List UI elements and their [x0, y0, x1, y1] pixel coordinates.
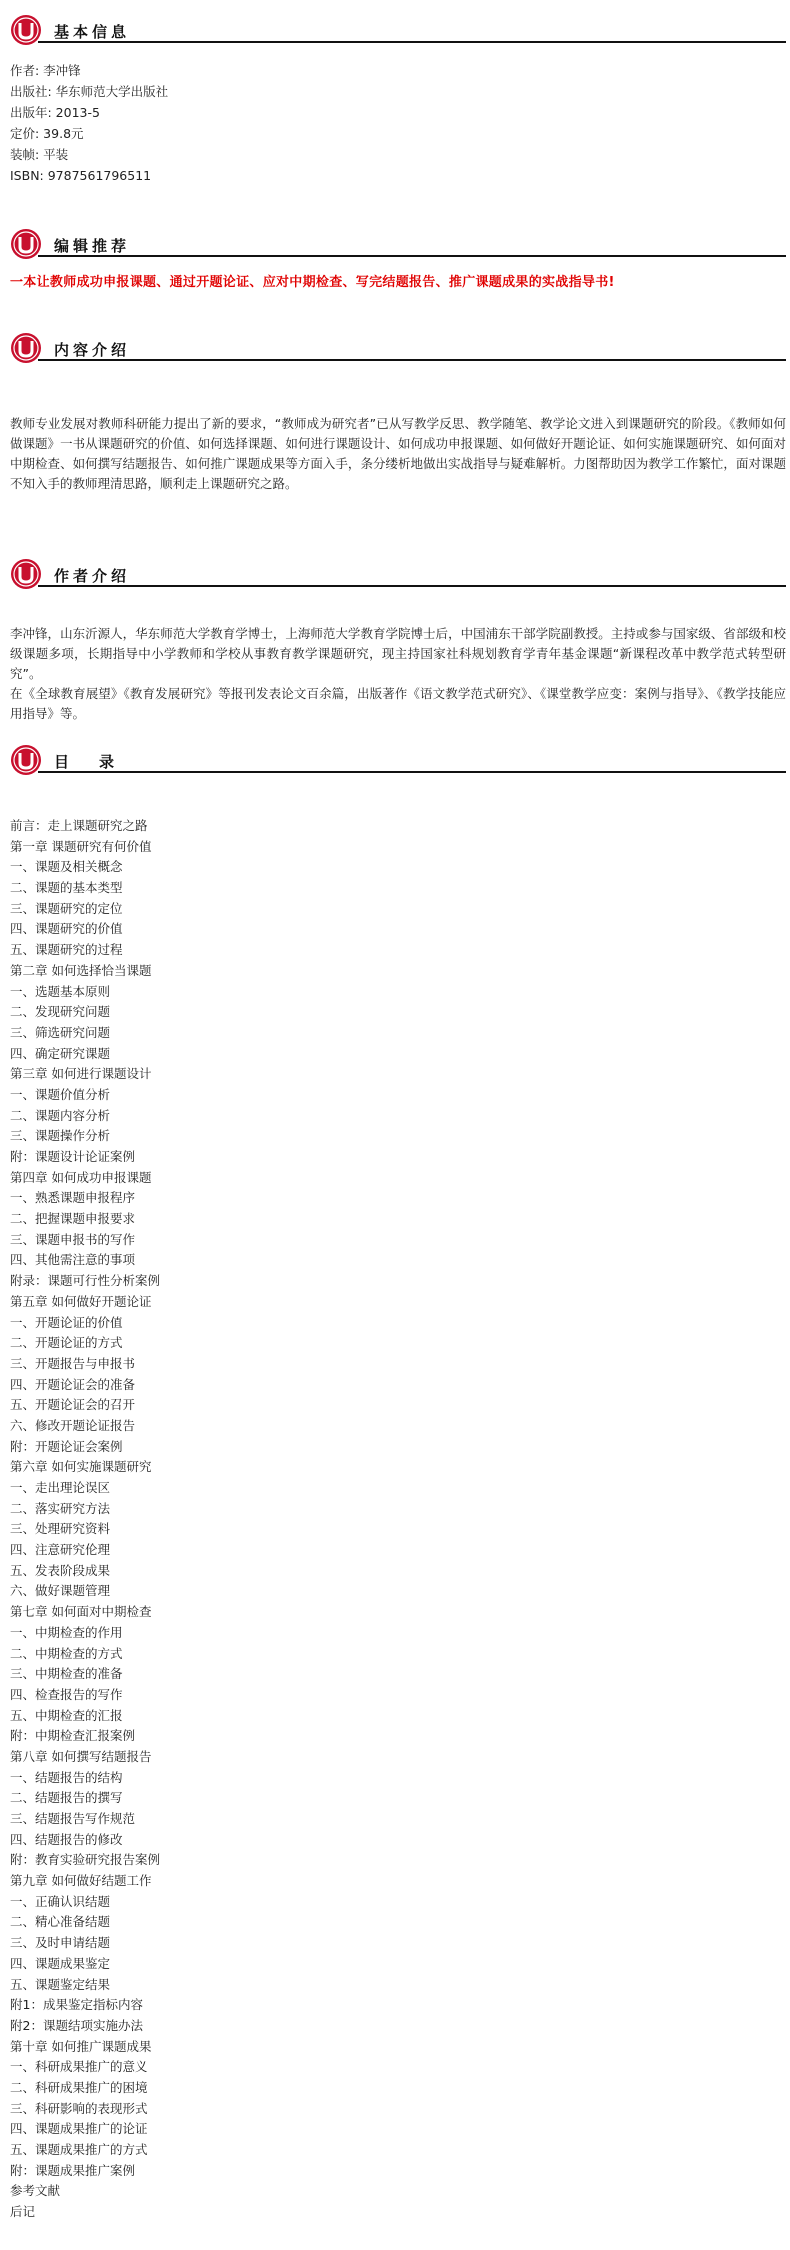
toc-header — [8, 744, 786, 778]
content-intro-text: 教师专业发展对教师科研能力提出了新的要求，“教师成为研究者”已从写教学反思、教学随笔、教学论文进入到课题研究的阶段。《教师如何做课题》一书从课题研究的价值、如何选择课题、如何进行课题设计、如何成功申报课题、如何做好开题论证、如何实施课题研究、如何面对中期检查、如何撰写结题报告、如何推广课题成果等方面入手，条分缕析地做出实战指导与疑难解析。力图帮助因为教学工作繁忙，面对课题不知入手的教师理清思路，顺利走上课题研究之路。 — [10, 416, 786, 491]
toc-item: 附：课题成果推广案例 — [10, 2162, 136, 2178]
toc-item: 一、走出理论误区 — [10, 1480, 111, 1495]
toc-list — [8, 816, 786, 2223]
binding-line: 装帧: 平装 — [10, 147, 69, 162]
publisher-line: 出版社: 华东师范大学出版社 — [10, 84, 169, 99]
toc-item: 二、中期检查的方式 — [10, 1645, 123, 1661]
toc-item: 第二章 如何选择恰当课题 — [10, 962, 152, 978]
toc-item: 附：开题论证会案例 — [10, 1438, 123, 1454]
toc-item: 五、中期检查的汇报 — [10, 1707, 123, 1723]
toc-item: 一、结题报告的结构 — [10, 1769, 123, 1785]
toc-item: 四、结题报告的修改 — [10, 1831, 123, 1847]
editor-rec-text: 一本让教师成功申报课题、通过开题论证、应对中期检查、写完结题报告、推广课题成果的实战指导书! — [10, 275, 615, 290]
section-rule — [38, 359, 786, 361]
toc-item: 第四章 如何成功申报课题 — [10, 1169, 152, 1185]
toc-item: 一、课题价值分析 — [10, 1086, 111, 1102]
author-intro-body — [8, 624, 786, 724]
toc-item: 六、做好课题管理 — [10, 1583, 111, 1599]
toc-item: 附录：课题可行性分析案例 — [10, 1273, 161, 1289]
toc-item: 五、课题成果推广的方式 — [10, 2142, 148, 2157]
author-intro-header — [8, 558, 786, 592]
toc-item: 一、开题论证的价值 — [10, 1314, 123, 1330]
section-rule — [38, 255, 786, 257]
toc-item: 一、中期检查的作用 — [10, 1624, 123, 1640]
toc-item: 五、课题鉴定结果 — [10, 1976, 111, 1992]
toc-item: 四、课题成果鉴定 — [10, 1955, 111, 1971]
toc-item: 后记 — [10, 2204, 36, 2220]
toc-item: 附2：课题结项实施办法 — [10, 2017, 143, 2033]
toc-item: 三、课题操作分析 — [10, 1128, 111, 1144]
toc-item: 二、落实研究方法 — [10, 1500, 111, 1516]
toc-item: 参考文献 — [10, 2183, 61, 2199]
toc-item: 三、科研影响的表现形式 — [10, 2100, 148, 2116]
toc-item: 二、结题报告的撰写 — [10, 1790, 123, 1806]
toc-item: 四、开题论证会的准备 — [10, 1376, 136, 1392]
toc-item: 一、课题及相关概念 — [10, 859, 123, 875]
toc-item: 四、课题成果推广的论证 — [10, 2121, 148, 2137]
toc-item: 四、注意研究伦理 — [10, 1542, 111, 1558]
toc-item: 四、其他需注意的事项 — [10, 1252, 136, 1268]
editor-rec-section — [8, 228, 786, 293]
toc-item: 二、开题论证的方式 — [10, 1335, 123, 1351]
section-title: 内容介绍 — [54, 341, 131, 359]
toc-item: 第九章 如何做好结题工作 — [10, 1873, 152, 1889]
section-title: 作者介绍 — [54, 567, 131, 585]
section-title: 编辑推荐 — [54, 237, 131, 255]
toc-item: 附：教育实验研究报告案例 — [10, 1852, 161, 1868]
toc-section — [8, 744, 786, 2223]
toc-item: 一、选题基本原则 — [10, 983, 111, 999]
toc-item: 三、及时申请结题 — [10, 1935, 111, 1951]
toc-item: 二、发现研究问题 — [10, 1004, 111, 1020]
toc-item: 三、处理研究资料 — [10, 1521, 111, 1537]
toc-item: 第八章 如何撰写结题报告 — [10, 1748, 152, 1764]
toc-item: 三、中期检查的准备 — [10, 1666, 123, 1682]
toc-item: 二、科研成果推广的困境 — [10, 2079, 148, 2095]
toc-item: 三、课题申报书的写作 — [10, 1231, 136, 1247]
section-title: 基本信息 — [54, 23, 131, 41]
content-intro-body — [8, 414, 786, 494]
toc-item: 四、课题研究的价值 — [10, 921, 123, 937]
toc-item: 第七章 如何面对中期检查 — [10, 1604, 152, 1620]
toc-item: 三、结题报告写作规范 — [10, 1811, 136, 1826]
toc-item: 前言：走上课题研究之路 — [10, 818, 148, 833]
toc-item: 第六章 如何实施课题研究 — [10, 1459, 152, 1475]
toc-item: 三、课题研究的定位 — [10, 900, 123, 916]
toc-item: 第一章 课题研究有何价值 — [10, 838, 152, 854]
toc-item: 附1：成果鉴定指标内容 — [10, 1997, 143, 2013]
toc-item: 附：课题设计论证案例 — [10, 1149, 136, 1164]
section-rule — [38, 585, 786, 587]
toc-item: 二、精心准备结题 — [10, 1914, 111, 1930]
toc-item: 一、熟悉课题申报程序 — [10, 1190, 136, 1206]
editor-rec-header — [8, 228, 786, 262]
editor-rec-body — [8, 272, 786, 293]
toc-item: 五、开题论证会的召开 — [10, 1397, 136, 1413]
price-line: 定价: 39.8元 — [10, 126, 84, 141]
basic-info-section — [8, 14, 786, 186]
toc-item: 第三章 如何进行课题设计 — [10, 1066, 152, 1082]
section-title: 目录 — [54, 753, 145, 771]
section-rule — [38, 41, 786, 43]
isbn-line: ISBN: 9787561796511 — [10, 168, 152, 183]
basic-info-body — [8, 60, 786, 186]
section-rule — [38, 771, 786, 773]
toc-item: 六、修改开题论证报告 — [10, 1417, 136, 1433]
basic-info-header — [8, 14, 786, 48]
toc-item: 二、课题的基本类型 — [10, 880, 123, 896]
toc-item: 一、科研成果推广的意义 — [10, 2059, 148, 2075]
content-intro-section — [8, 332, 786, 494]
toc-item: 二、把握课题申报要求 — [10, 1211, 136, 1227]
author-line: 作者: 李冲锋 — [10, 63, 81, 78]
author-intro-para1: 李冲锋，山东沂源人，华东师范大学教育学博士，上海师范大学教育学院博士后，中国浦东干部学院副教授。主持或参与国家级、省部级和校级课题多项，长期指导中小学教师和学校从事教育教学课题研究，现主持国家社科规划教育学青年基金课题“新课程改革中教学范式转型研究”。 — [10, 626, 786, 681]
toc-item: 第十章 如何推广课题成果 — [10, 2038, 152, 2054]
toc-item: 二、课题内容分析 — [10, 1107, 111, 1123]
toc-item: 第五章 如何做好开题论证 — [10, 1293, 152, 1309]
toc-item: 四、确定研究课题 — [10, 1045, 111, 1061]
toc-item: 五、发表阶段成果 — [10, 1562, 111, 1578]
toc-item: 三、筛选研究问题 — [10, 1024, 111, 1040]
toc-item: 附：中期检查汇报案例 — [10, 1728, 136, 1744]
toc-item: 五、课题研究的过程 — [10, 942, 123, 958]
content-intro-header — [8, 332, 786, 366]
toc-item: 三、开题报告与申报书 — [10, 1355, 136, 1371]
author-intro-para2: 在《全球教育展望》《教育发展研究》等报刊发表论文百余篇，出版著作《语文教学范式研究》、《课堂教学应变：案例与指导》、《教学技能应用指导》等。 — [10, 686, 786, 721]
toc-item: 一、正确认识结题 — [10, 1893, 111, 1909]
pub-year-line: 出版年: 2013-5 — [10, 105, 100, 120]
author-intro-section — [8, 558, 786, 724]
toc-item: 四、检查报告的写作 — [10, 1686, 123, 1702]
